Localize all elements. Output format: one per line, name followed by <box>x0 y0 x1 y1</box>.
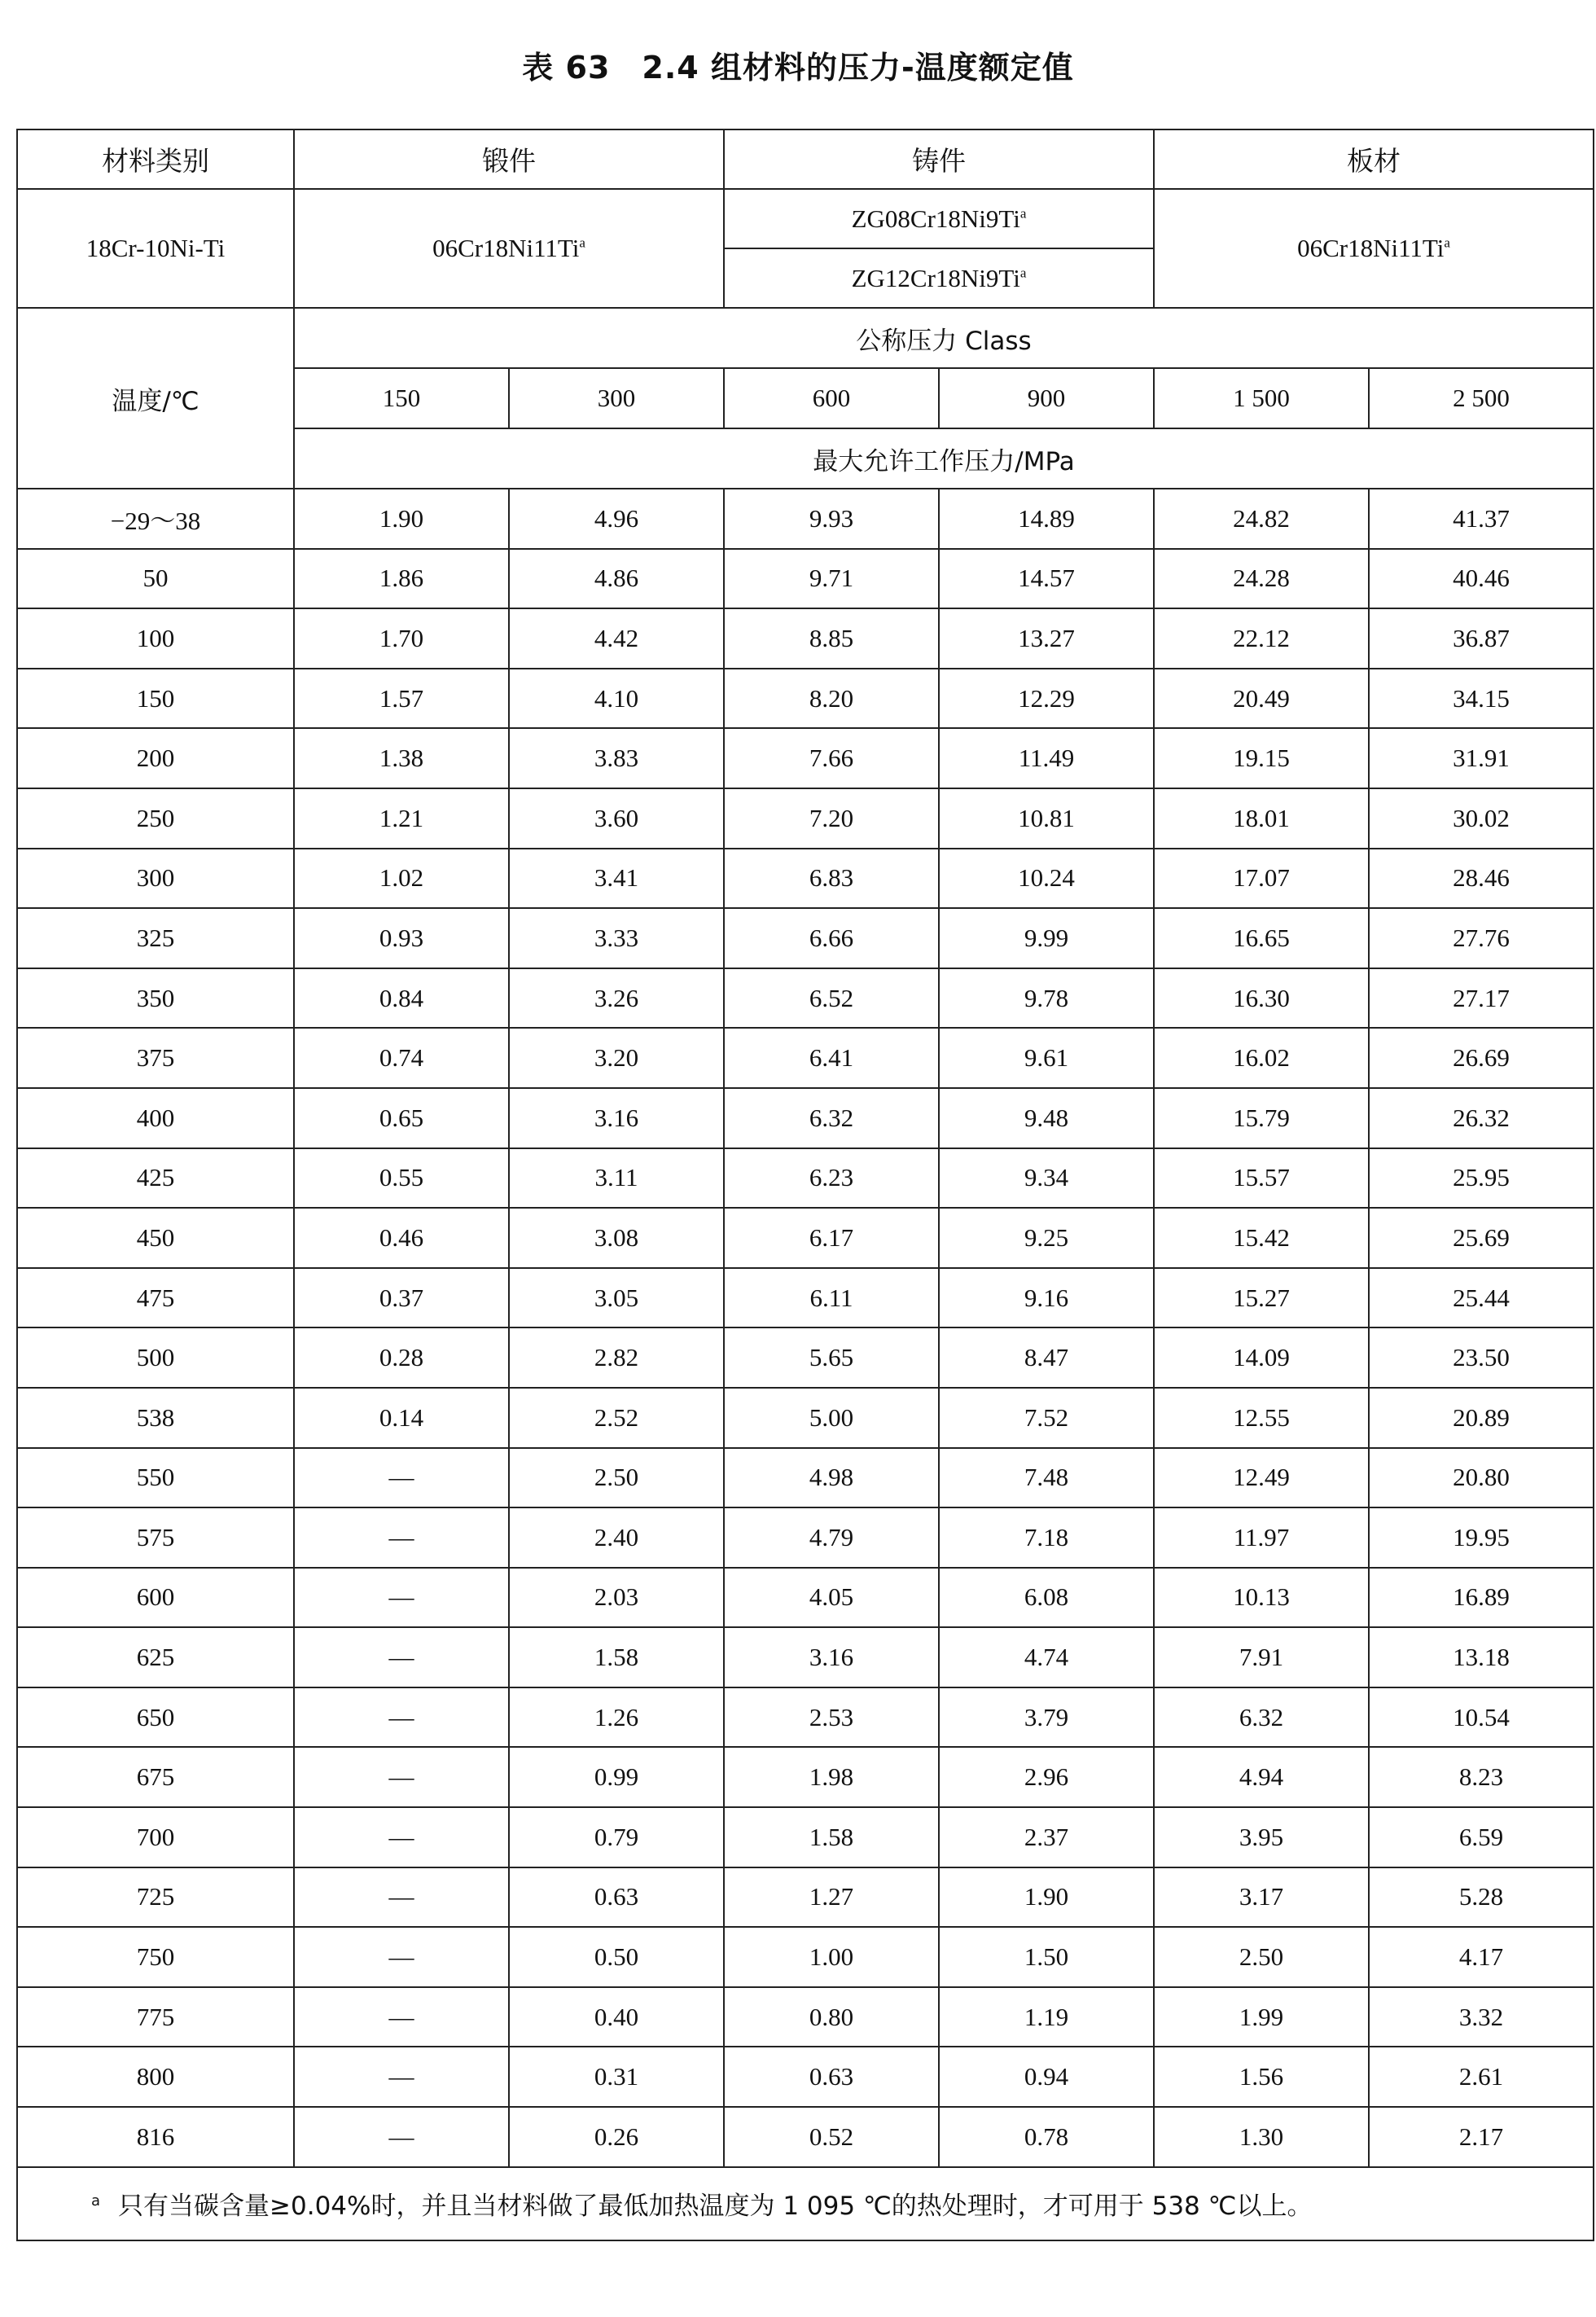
pressure-cell: 2.96 <box>939 1747 1154 1807</box>
class-cell: 600 <box>724 368 939 428</box>
pressure-cell: 15.42 <box>1154 1208 1369 1268</box>
pressure-cell: 1.57 <box>294 669 509 729</box>
table-row <box>17 1268 1594 1328</box>
temperature-cell: 700 <box>17 1807 294 1867</box>
pressure-cell: 0.74 <box>294 1028 509 1088</box>
table-row <box>17 968 1594 1029</box>
temperature-cell: 675 <box>17 1747 294 1807</box>
temperature-cell: 425 <box>17 1148 294 1209</box>
pressure-cell: — <box>294 1568 509 1628</box>
pressure-cell: 0.52 <box>724 2107 939 2167</box>
pressure-cell: 3.26 <box>509 968 724 1029</box>
table-row <box>17 1388 1594 1448</box>
temperature-cell: −29～38 <box>17 489 294 549</box>
pressure-cell: 9.61 <box>939 1028 1154 1088</box>
pressure-cell: 9.99 <box>939 908 1154 968</box>
pressure-cell: 40.46 <box>1369 549 1594 609</box>
pressure-cell: 3.60 <box>509 788 724 849</box>
pressure-cell: 9.34 <box>939 1148 1154 1209</box>
pressure-cell: 0.80 <box>724 1987 939 2047</box>
pressure-cell: 13.18 <box>1369 1627 1594 1687</box>
pressure-cell: 6.17 <box>724 1208 939 1268</box>
pressure-cell: 0.55 <box>294 1148 509 1209</box>
pressure-cell: 3.05 <box>509 1268 724 1328</box>
pressure-cell: 1.26 <box>509 1687 724 1748</box>
temperature-cell: 150 <box>17 669 294 729</box>
pressure-cell: 3.16 <box>724 1627 939 1687</box>
pressure-cell: 3.41 <box>509 849 724 909</box>
pressure-cell: 5.65 <box>724 1327 939 1388</box>
pressure-cell: 0.63 <box>509 1867 724 1928</box>
temperature-cell: 325 <box>17 908 294 968</box>
pressure-cell: 5.00 <box>724 1388 939 1448</box>
pressure-cell: 1.98 <box>724 1747 939 1807</box>
pressure-cell: 1.56 <box>1154 2047 1369 2107</box>
pressure-cell: 8.47 <box>939 1327 1154 1388</box>
material-group: 18Cr-10Ni-Ti <box>17 189 294 308</box>
temperature-cell: 600 <box>17 1568 294 1628</box>
pressure-cell: 14.89 <box>939 489 1154 549</box>
pressure-cell: 1.99 <box>1154 1987 1369 2047</box>
pressure-cell: 0.79 <box>509 1807 724 1867</box>
pressure-cell: 2.40 <box>509 1507 724 1568</box>
pressure-cell: 0.63 <box>724 2047 939 2107</box>
pressure-cell: 26.69 <box>1369 1028 1594 1088</box>
pressure-cell: 34.15 <box>1369 669 1594 729</box>
table-row <box>17 608 1594 669</box>
casting-material-1: ZG08Cr18Ni9Ti$^a$ <box>724 189 1154 248</box>
pressure-cell: 13.27 <box>939 608 1154 669</box>
pressure-cell: 12.49 <box>1154 1448 1369 1508</box>
pressure-cell: 8.20 <box>724 669 939 729</box>
class-cell: 150 <box>294 368 509 428</box>
pressure-cell: — <box>294 1867 509 1928</box>
temperature-cell: 750 <box>17 1927 294 1987</box>
table-row <box>17 1627 1594 1687</box>
table-row <box>17 1807 1594 1867</box>
pressure-cell: — <box>294 1687 509 1748</box>
pressure-label: 最大允许工作压力/MPa <box>294 428 1594 489</box>
footnote-marker: a <box>91 2192 101 2209</box>
pressure-cell: 16.30 <box>1154 968 1369 1029</box>
pressure-cell: 0.40 <box>509 1987 724 2047</box>
temperature-cell: 50 <box>17 549 294 609</box>
temperature-cell: 100 <box>17 608 294 669</box>
pressure-cell: 0.26 <box>509 2107 724 2167</box>
pressure-cell: 7.18 <box>939 1507 1154 1568</box>
pressure-cell: 2.61 <box>1369 2047 1594 2107</box>
footnote-ref: a <box>1019 265 1027 281</box>
temperature-cell: 816 <box>17 2107 294 2167</box>
pressure-cell: 8.85 <box>724 608 939 669</box>
pressure-cell: 6.66 <box>724 908 939 968</box>
temperature-cell: 350 <box>17 968 294 1029</box>
temperature-cell: 250 <box>17 788 294 849</box>
pressure-cell: 7.48 <box>939 1448 1154 1508</box>
table-row <box>17 2107 1594 2167</box>
pressure-cell: 27.76 <box>1369 908 1594 968</box>
pressure-cell: 24.82 <box>1154 489 1369 549</box>
pressure-cell: 0.94 <box>939 2047 1154 2107</box>
pressure-cell: 2.50 <box>1154 1927 1369 1987</box>
table-row <box>17 788 1594 849</box>
table-row <box>17 1987 1594 2047</box>
pressure-cell: — <box>294 2047 509 2107</box>
pressure-cell: 3.33 <box>509 908 724 968</box>
pressure-cell: 4.74 <box>939 1627 1154 1687</box>
pressure-cell: 4.17 <box>1369 1927 1594 1987</box>
table-row <box>17 1747 1594 1807</box>
pressure-cell: 0.65 <box>294 1088 509 1148</box>
pressure-cell: 7.66 <box>724 728 939 788</box>
table-title: 表 63 2.4 组材料的压力-温度额定值 <box>522 50 1074 86</box>
pressure-cell: 4.98 <box>724 1448 939 1508</box>
pressure-cell: 15.27 <box>1154 1268 1369 1328</box>
forging-label: 锻件 <box>294 129 724 189</box>
pressure-cell: — <box>294 1448 509 1508</box>
plate-label: 板材 <box>1154 129 1594 189</box>
temperature-cell: 400 <box>17 1088 294 1148</box>
pressure-cell: 0.99 <box>509 1747 724 1807</box>
header-row-categories <box>17 129 1594 189</box>
pressure-cell: 30.02 <box>1369 788 1594 849</box>
pressure-cell: 3.32 <box>1369 1987 1594 2047</box>
pressure-cell: 1.70 <box>294 608 509 669</box>
table-row <box>17 2047 1594 2107</box>
pressure-cell: 11.49 <box>939 728 1154 788</box>
pressure-cell: 26.32 <box>1369 1088 1594 1148</box>
pressure-cell: — <box>294 1747 509 1807</box>
pressure-cell: 3.11 <box>509 1148 724 1209</box>
pressure-cell: 18.01 <box>1154 788 1369 849</box>
table-row <box>17 1867 1594 1928</box>
pressure-cell: 1.38 <box>294 728 509 788</box>
table-row <box>17 1148 1594 1209</box>
pressure-cell: — <box>294 1807 509 1867</box>
pressure-cell: 1.21 <box>294 788 509 849</box>
pressure-cell: 20.80 <box>1369 1448 1594 1508</box>
temperature-label: 温度/℃ <box>17 308 294 489</box>
footnote-ref: a <box>579 235 585 251</box>
pressure-cell: 6.23 <box>724 1148 939 1209</box>
pressure-cell: 1.19 <box>939 1987 1154 2047</box>
pressure-cell: 1.90 <box>939 1867 1154 1928</box>
table-row <box>17 1927 1594 1987</box>
temperature-cell: 300 <box>17 849 294 909</box>
pressure-cell: 0.50 <box>509 1927 724 1987</box>
temperature-cell: 475 <box>17 1268 294 1328</box>
pressure-cell: 10.54 <box>1369 1687 1594 1748</box>
pressure-cell: 14.09 <box>1154 1327 1369 1388</box>
pressure-cell: 1.90 <box>294 489 509 549</box>
pressure-cell: 1.00 <box>724 1927 939 1987</box>
pressure-cell: 25.69 <box>1369 1208 1594 1268</box>
pressure-cell: 9.78 <box>939 968 1154 1029</box>
casting-label: 铸件 <box>724 129 1154 189</box>
temperature-cell: 650 <box>17 1687 294 1748</box>
footnote-ref: a <box>1019 205 1027 222</box>
pressure-cell: 7.91 <box>1154 1627 1369 1687</box>
table-row <box>17 549 1594 609</box>
pressure-cell: 1.86 <box>294 549 509 609</box>
pressure-cell: 41.37 <box>1369 489 1594 549</box>
table-row <box>17 1507 1594 1568</box>
pressure-cell: 0.93 <box>294 908 509 968</box>
pressure-cell: 0.78 <box>939 2107 1154 2167</box>
pressure-cell: 1.30 <box>1154 2107 1369 2167</box>
temperature-cell: 775 <box>17 1987 294 2047</box>
pressure-cell: 20.49 <box>1154 669 1369 729</box>
temperature-cell: 200 <box>17 728 294 788</box>
pressure-cell: 36.87 <box>1369 608 1594 669</box>
pressure-cell: 16.65 <box>1154 908 1369 968</box>
pressure-cell: 4.94 <box>1154 1747 1369 1807</box>
pressure-temperature-table <box>16 129 1594 2241</box>
pressure-cell: 5.28 <box>1369 1867 1594 1928</box>
header-row-class-label <box>17 308 1594 368</box>
pressure-cell: 6.41 <box>724 1028 939 1088</box>
pressure-cell: 2.37 <box>939 1807 1154 1867</box>
temperature-cell: 500 <box>17 1327 294 1388</box>
pressure-cell: 0.37 <box>294 1268 509 1328</box>
pressure-cell: 16.89 <box>1369 1568 1594 1628</box>
class-label: 公称压力 Class <box>294 308 1594 368</box>
pressure-cell: 9.25 <box>939 1208 1154 1268</box>
pressure-cell: 4.79 <box>724 1507 939 1568</box>
pressure-cell: — <box>294 1627 509 1687</box>
pressure-cell: 15.79 <box>1154 1088 1369 1148</box>
pressure-cell: 6.08 <box>939 1568 1154 1628</box>
pressure-cell: 6.32 <box>724 1088 939 1148</box>
pressure-cell: 0.28 <box>294 1327 509 1388</box>
pressure-cell: 6.59 <box>1369 1807 1594 1867</box>
pressure-cell: 6.11 <box>724 1268 939 1328</box>
pressure-cell: 2.82 <box>509 1327 724 1388</box>
pressure-cell: 12.29 <box>939 669 1154 729</box>
pressure-cell: 22.12 <box>1154 608 1369 669</box>
pressure-cell: 7.20 <box>724 788 939 849</box>
pressure-cell: 3.08 <box>509 1208 724 1268</box>
pressure-cell: 2.50 <box>509 1448 724 1508</box>
pressure-cell: 10.81 <box>939 788 1154 849</box>
temperature-cell: 800 <box>17 2047 294 2107</box>
pressure-cell: 9.16 <box>939 1268 1154 1328</box>
pressure-cell: 28.46 <box>1369 849 1594 909</box>
class-cell: 300 <box>509 368 724 428</box>
pressure-cell: 17.07 <box>1154 849 1369 909</box>
pressure-cell: — <box>294 2107 509 2167</box>
pressure-cell: 0.14 <box>294 1388 509 1448</box>
pressure-cell: 25.44 <box>1369 1268 1594 1328</box>
footnote-row <box>17 2167 1594 2240</box>
pressure-cell: 3.20 <box>509 1028 724 1088</box>
pressure-cell: 12.55 <box>1154 1388 1369 1448</box>
pressure-cell: — <box>294 1987 509 2047</box>
pressure-cell: 4.10 <box>509 669 724 729</box>
header-row-materials-1 <box>17 189 1594 248</box>
temperature-cell: 550 <box>17 1448 294 1508</box>
pressure-cell: 1.50 <box>939 1927 1154 1987</box>
pressure-cell: — <box>294 1927 509 1987</box>
pressure-cell: 3.79 <box>939 1687 1154 1748</box>
pressure-cell: 2.17 <box>1369 2107 1594 2167</box>
pressure-cell: 14.57 <box>939 549 1154 609</box>
table-row <box>17 908 1594 968</box>
class-cell: 900 <box>939 368 1154 428</box>
table-row <box>17 1687 1594 1748</box>
pressure-cell: 10.13 <box>1154 1568 1369 1628</box>
pressure-cell: 27.17 <box>1369 968 1594 1029</box>
table-row <box>17 1208 1594 1268</box>
class-cell: 1 500 <box>1154 368 1369 428</box>
pressure-cell: 31.91 <box>1369 728 1594 788</box>
pressure-cell: 20.89 <box>1369 1388 1594 1448</box>
pressure-cell: 19.15 <box>1154 728 1369 788</box>
pressure-cell: 6.52 <box>724 968 939 1029</box>
pressure-cell: 4.96 <box>509 489 724 549</box>
forging-material: 06Cr18Ni11Ti$^a$ <box>294 189 724 308</box>
temperature-cell: 625 <box>17 1627 294 1687</box>
pressure-cell: 9.93 <box>724 489 939 549</box>
pressure-cell: 3.95 <box>1154 1807 1369 1867</box>
temperature-cell: 375 <box>17 1028 294 1088</box>
pressure-cell: 4.42 <box>509 608 724 669</box>
pressure-cell: 9.48 <box>939 1088 1154 1148</box>
table-row <box>17 489 1594 549</box>
pressure-cell: 9.71 <box>724 549 939 609</box>
category-label: 材料类别 <box>17 129 294 189</box>
table-row <box>17 1327 1594 1388</box>
plate-material: 06Cr18Ni11Ti$^a$ <box>1154 189 1594 308</box>
pressure-cell: 15.57 <box>1154 1148 1369 1209</box>
pressure-cell: 0.31 <box>509 2047 724 2107</box>
table-row <box>17 849 1594 909</box>
pressure-cell: 19.95 <box>1369 1507 1594 1568</box>
pressure-cell: 3.83 <box>509 728 724 788</box>
pressure-cell: 1.58 <box>724 1807 939 1867</box>
casting-material-2: ZG12Cr18Ni9Ti$^a$ <box>724 248 1154 308</box>
pressure-cell: 1.27 <box>724 1867 939 1928</box>
pressure-cell: 1.58 <box>509 1627 724 1687</box>
pressure-cell: 2.03 <box>509 1568 724 1628</box>
temperature-cell: 538 <box>17 1388 294 1448</box>
pressure-cell: 16.02 <box>1154 1028 1369 1088</box>
pressure-cell: 3.17 <box>1154 1867 1369 1928</box>
pressure-cell: 2.52 <box>509 1388 724 1448</box>
footnote-text: 只有当碳含量≥0.04%时，并且当材料做了最低加热温度为 1 095 ℃的热处理时，才可用于 538 ℃以上。 <box>118 2192 1313 2222</box>
table-row <box>17 728 1594 788</box>
table-row <box>17 1448 1594 1508</box>
table-row <box>17 669 1594 729</box>
pressure-cell: 11.97 <box>1154 1507 1369 1568</box>
pressure-cell: 4.05 <box>724 1568 939 1628</box>
temperature-cell: 575 <box>17 1507 294 1568</box>
pressure-cell: 0.46 <box>294 1208 509 1268</box>
pressure-cell: 6.83 <box>724 849 939 909</box>
pressure-cell: 10.24 <box>939 849 1154 909</box>
pressure-cell: 2.53 <box>724 1687 939 1748</box>
pressure-cell: — <box>294 1507 509 1568</box>
footnote <box>17 2167 1594 2240</box>
temperature-cell: 725 <box>17 1867 294 1928</box>
pressure-cell: 4.86 <box>509 549 724 609</box>
pressure-cell: 7.52 <box>939 1388 1154 1448</box>
pressure-cell: 24.28 <box>1154 549 1369 609</box>
pressure-cell: 1.02 <box>294 849 509 909</box>
footnote-ref: a <box>1444 235 1450 251</box>
pressure-cell: 0.84 <box>294 968 509 1029</box>
table-row <box>17 1028 1594 1088</box>
pressure-cell: 8.23 <box>1369 1747 1594 1807</box>
pressure-cell: 6.32 <box>1154 1687 1369 1748</box>
table-row <box>17 1568 1594 1628</box>
class-cell: 2 500 <box>1369 368 1594 428</box>
pressure-cell: 25.95 <box>1369 1148 1594 1209</box>
temperature-cell: 450 <box>17 1208 294 1268</box>
table-row <box>17 1088 1594 1148</box>
pressure-cell: 23.50 <box>1369 1327 1594 1388</box>
pressure-cell: 3.16 <box>509 1088 724 1148</box>
